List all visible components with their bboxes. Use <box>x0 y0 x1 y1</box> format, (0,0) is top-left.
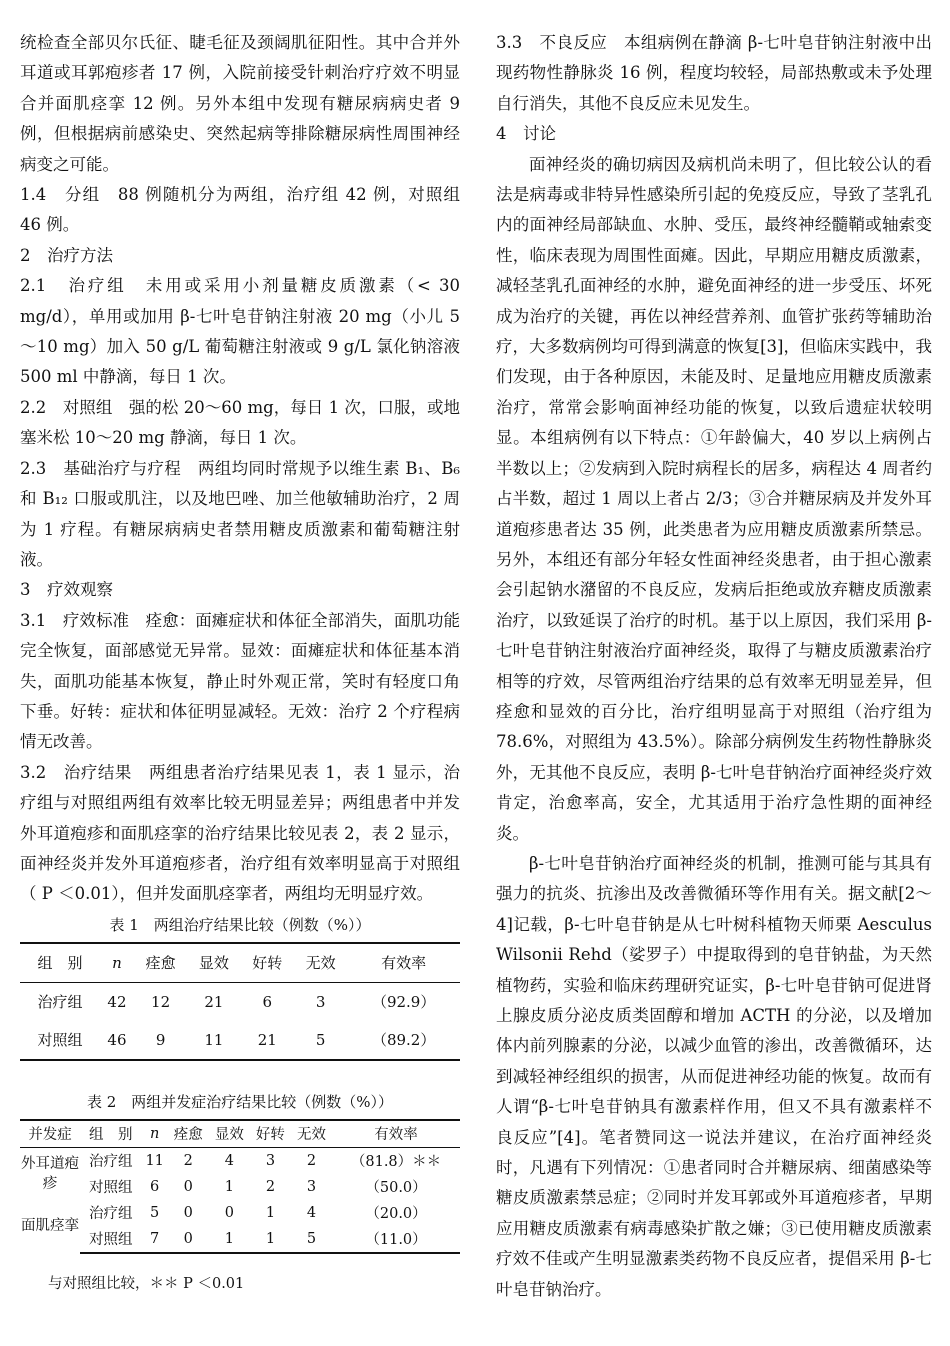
table2-cell: 3 <box>306 1178 317 1195</box>
table2-cell: 2 <box>306 1152 317 1169</box>
table1-cell: 42 <box>107 992 127 1011</box>
table1-header: n <box>112 953 122 972</box>
table2-cell: 3 <box>265 1152 276 1169</box>
section-3-2: 3.2 治疗结果 两组患者治疗结果见表 1，表 1 显示，治疗组与对照组两组有效率比较无明显差异；两组患者中并发外耳道疱疹和面肌痉挛的治疗结果比较见表 2，表 2 显示，面神经炎并发外耳道疱疹者，治疗组有效率明显高于对照组（ P ＜0.01），但并发面肌痉挛者，两组均无明显疗效。 <box>20 762 460 904</box>
table1-cell: 12 <box>151 992 171 1011</box>
table1-header: 组 别 <box>37 954 83 973</box>
table-row <box>20 1226 460 1253</box>
table1-header: 痊愈 <box>145 954 176 973</box>
section-2-1: 2.1 治疗组 未用或采用小剂量糖皮质激素（< 30 mg/d），单用或加用 β-七叶皂苷钠注射液 20 mg（小儿 5～10 mg）加入 50 g/L 葡萄糖注射液或 9 g/L 氯化钠溶液 500 ml 中静滴，每日 1 次。 <box>20 276 460 387</box>
table2-cell: 7 <box>142 1226 168 1253</box>
table1-cell: 46 <box>107 1030 127 1049</box>
table2-cell: （11.0） <box>332 1226 460 1253</box>
table1-cell: 21 <box>204 992 224 1011</box>
table1-cell: （89.2） <box>371 1031 436 1050</box>
table2-cell: 2 <box>183 1152 193 1169</box>
table2-cell: 1 <box>209 1226 250 1253</box>
table2-cell: 11 <box>145 1152 164 1169</box>
table2-cell: 对照组 <box>89 1180 133 1197</box>
section-2-2: 2.2 对照组 强的松 20～60 mg，每日 1 次，口服，或地塞米松 10～20 mg 静滴，每日 1 次。 <box>20 397 460 448</box>
table2-footnote: 与对照组比较，＊＊ P ＜0.01 <box>48 1275 245 1292</box>
table1-cell: 治疗组 <box>37 993 83 1012</box>
table2-cell: 5 <box>291 1226 332 1253</box>
discussion-paragraph-2: β-七叶皂苷钠治疗面神经炎的机制，推测可能与其具有强力的抗炎、抗渗出及改善微循环等作用有关。据文献[2～4]记载，β-七叶皂苷钠是从七叶树科植物天师栗 Aesculus Wilsonii Rehd（娑罗子）中提取得到的皂苷钠盐，为天然植物药，实验和临床药理研究证实，β-七叶皂苷钠可促进肾上腺皮质分泌皮质类固醇和增加 ACTH 的分泌，以及增加体内前列腺素的分泌，以减少血管的渗出，改善微循环，达到减轻神经组织的损害，从而促进神经功能的恢复。故而有人谓“β-七叶皂苷钠具有激素样作用，但又不具有激素样不良反应”[4]。笔者赞同这一说法并建议，在治疗面神经炎时，凡遇有下列情况：①患者同时合并糖尿病、细菌感染等糖皮质激素禁忌症；②同时并发耳郭或外耳道疱疹者，早期应用糖皮质激素有病毒感染扩散之嫌；③已使用糖皮质激素疗效不佳或产生明显激素类药物不良反应者，提倡采用 β-七叶皂苷钠治疗。 <box>496 853 932 1299</box>
table-row <box>20 982 460 1021</box>
table1-cell: 对照组 <box>37 1031 83 1050</box>
table2-header: 好转 <box>255 1127 285 1144</box>
table1-caption: 表 1 两组治疗结果比较（例数（%）） <box>109 915 371 934</box>
table2-group-label: 外耳道疱疹 <box>21 1155 79 1192</box>
table1-cell: 6 <box>262 992 273 1011</box>
table2-header: 有效率 <box>374 1127 418 1144</box>
table-row <box>20 1021 460 1060</box>
table2-cell: 6 <box>150 1178 160 1195</box>
table2-cell: （50.0） <box>365 1180 427 1197</box>
section-2-3: 2.3 基础治疗与疗程 两组均同时常规予以维生素 B₁、B₆ 和 B₁₂ 口服或肌注，以及地巴唑、加兰他敏辅助治疗，2 周为 1 疗程。有糖尿病病史者禁用糖皮质激素和葡萄糖注射液。 <box>20 458 460 569</box>
table1-cell: 11 <box>204 1030 224 1049</box>
table2-cell: 4 <box>306 1204 317 1221</box>
table1-header: 显效 <box>198 954 229 973</box>
table2-cell: 4 <box>224 1152 234 1169</box>
table2-header: n <box>150 1125 160 1142</box>
section-1-4: 1.4 分组 88 例随机分为两组，治疗组 42 例，对照组 46 例。 <box>20 185 460 235</box>
table2 <box>20 1119 460 1254</box>
table2-cell: 0 <box>183 1204 193 1221</box>
table2-group-label: 面肌痉挛 <box>21 1218 79 1235</box>
table2-header: 显效 <box>214 1127 244 1144</box>
table1-header-row <box>20 943 460 983</box>
table1-header: 无效 <box>305 954 336 973</box>
section-3-3: 3.3 不良反应 本组病例在静滴 β-七叶皂苷钠注射液中出现药物性静脉炎 16 例，程度均较轻，局部热敷或未予处理自行消失，其他不良反应未见发生。 <box>496 33 932 113</box>
table2-cell: 治疗组 <box>89 1206 133 1223</box>
table1-cell: （92.9） <box>371 993 436 1012</box>
heading-4: 4 讨论 <box>496 124 556 144</box>
table-row <box>20 1147 460 1174</box>
table2-cell: 对照组 <box>80 1226 142 1253</box>
table2-header-row <box>20 1120 460 1148</box>
table2-cell: 1 <box>224 1178 234 1195</box>
table2-header: 无效 <box>297 1127 326 1144</box>
table1-header: 好转 <box>252 954 283 973</box>
table2-header: 组 别 <box>89 1127 133 1144</box>
paragraph-intro-cont: 统检查全部贝尔氏征、睫毛征及颈阔肌征阳性。其中合并外耳道或耳郭疱疹者 17 例，入院前接受针刺治疗疗效不明显合并面肌痉挛 12 例。另外本组中发现有糖尿病病史者 9 例，但根据病前感染史、突然起病等排除糖尿病性周围神经病变之可能。 <box>20 33 460 174</box>
table1-header: 有效率 <box>381 954 427 973</box>
table2-cell: （81.8）＊＊ <box>350 1154 442 1171</box>
table2-header: 并发症 <box>28 1127 72 1144</box>
table2-header: 痊愈 <box>173 1127 203 1144</box>
left-column <box>20 28 460 1293</box>
table1-cell: 9 <box>155 1030 166 1049</box>
table1-cell: 3 <box>315 992 326 1011</box>
section-3-1: 3.1 疗效标准 痊愈：面瘫症状和体征全部消失，面肌功能完全恢复，面部感觉无异常。显效：面瘫症状和体征基本消失，面肌功能基本恢复，静止时外观正常，笑时有轻度口角下垂。好转：症状和体征明显减轻。无效：治疗 2 个疗程病情无改善。 <box>20 610 460 752</box>
table2-cell: 5 <box>150 1204 160 1221</box>
table2-cell: 1 <box>250 1226 291 1253</box>
table2-cell: 2 <box>265 1178 276 1195</box>
table-row <box>20 1174 460 1200</box>
discussion-paragraph-1: 面神经炎的确切病因及病机尚未明了，但比较公认的看法是病毒或非特异性感染所引起的免疫反应，导致了茎乳孔内的面神经局部缺血、水肿、受压，最终神经髓鞘或轴索变性，临床表现为周围性面瘫。因此，早期应用糖皮质激素，减轻茎乳孔面神经的水肿，避免面神经的进一步受压、坏死成为治疗的关键，再佐以神经营养剂、血管扩张药等辅助治疗，大多数病例均可得到满意的恢复[3]，但临床实践中，我们发现，由于各种原因，未能及时、足量地应用糖皮质激素治疗，常常会影响面神经功能的恢复，以致后遗症状较明显。本组病例有以下特点：①年龄偏大，40 岁以上病例占半数以上；②发病到入院时病程长的居多，病程达 4 周者约占半数，超过 1 周以上者占 2/3；③合并糖尿病及并发外耳道疱疹患者达 35 例，此类患者为应用糖皮质激素所禁忌。另外，本组还有部分年轻女性面神经炎患者，由于担心激素会引起钠水潴留的不良反应，发病后拒绝或放弃糖皮质激素治疗，以致延误了治疗的时机。基于以上原因，我们采用 β-七叶皂苷钠注射液治疗面神经炎，取得了与糖皮质激素治疗相等的疗效，尽管两组治疗结果的总有效率无明显差异，但痊愈和显效的百分比，治疗组明显高于对照组（治疗组为 78.6%，对照组为 43.5%）。除部分病例发生药物性静脉炎外，无其他不良反应，表明 β-七叶皂苷钠治疗面神经炎疗效肯定，治愈率高，安全，尤其适用于治疗急性期的面神经炎。 <box>496 154 932 843</box>
heading-3: 3 疗效观察 <box>20 580 113 600</box>
table2-cell: 0 <box>168 1226 209 1253</box>
heading-2: 2 治疗方法 <box>20 245 113 265</box>
right-column <box>496 28 932 1305</box>
table2-caption: 表 2 两组并发症治疗结果比较（例数（%）） <box>86 1092 394 1111</box>
table1-cell: 5 <box>315 1030 326 1049</box>
table2-cell: 0 <box>224 1204 234 1221</box>
table2-cell: （20.0） <box>365 1206 427 1223</box>
table2-cell: 0 <box>183 1178 193 1195</box>
table-row <box>20 1200 460 1226</box>
table1 <box>20 942 460 1061</box>
table2-cell: 1 <box>265 1204 276 1221</box>
table2-cell: 治疗组 <box>89 1154 133 1171</box>
table1-cell: 21 <box>257 1030 277 1049</box>
